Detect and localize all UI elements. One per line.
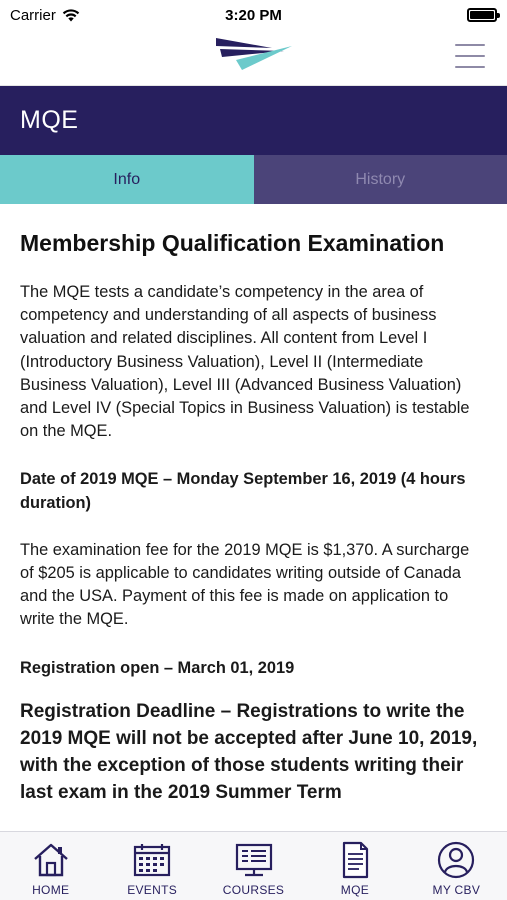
tab-info[interactable]: Info	[0, 155, 254, 204]
content-heading: Membership Qualification Examination	[20, 230, 445, 256]
nav-courses-label: COURSES	[222, 883, 285, 897]
intro-paragraph: The MQE tests a candidate’s competency in the area of competency and understanding of all aspects of business valuation and related disciplines. All content from Level I (Introductory Business Valuation), Level II (Intermediate Business Valuation), Level III (Advanced Business Valuation) and Level IV (Special Topics in Business Valuation) is testable on the MQE.	[20, 283, 470, 441]
app-header	[0, 30, 507, 86]
exam-date: Date of 2019 MQE – Monday September 16, 2019 (4 hours duration)	[20, 470, 466, 512]
fee-paragraph: The examination fee for the 2019 MQE is $1,370. A surcharge of $205 is applicable to candidates writing outside of Canada and the USA. Payment of this fee is made on application to write the MQE.	[20, 540, 470, 629]
battery-icon	[467, 8, 497, 22]
nav-courses[interactable]	[203, 832, 304, 900]
user-profile-icon	[436, 841, 476, 879]
page-title: MQE	[20, 106, 79, 134]
status-bar	[0, 0, 507, 30]
carrier-info	[10, 7, 80, 24]
wifi-icon	[62, 9, 80, 22]
calendar-icon	[132, 841, 172, 879]
carrier-label: Carrier	[10, 6, 56, 24]
hamburger-menu-icon[interactable]	[455, 44, 485, 68]
registration-deadline: Registration Deadline – Registrations to write the 2019 MQE will not be accepted after June 10, 2019, with the exception of those students writing their last exam in the 2019 Summer Term	[20, 700, 478, 803]
nav-mqe-label: MQE	[340, 883, 370, 897]
info-content[interactable]	[0, 204, 507, 831]
nav-events[interactable]	[101, 832, 202, 900]
nav-home-label: HOME	[32, 883, 70, 897]
nav-mqe[interactable]	[304, 832, 405, 900]
status-time: 3:20 PM	[225, 6, 282, 24]
registration-open: Registration open – March 01, 2019	[20, 658, 295, 677]
tab-history[interactable]: History	[254, 155, 507, 204]
nav-my-cbv[interactable]	[406, 832, 507, 900]
tab-bar	[0, 155, 507, 204]
home-icon	[31, 841, 71, 879]
document-icon	[335, 841, 375, 879]
bottom-nav	[0, 831, 507, 900]
courses-monitor-icon	[234, 841, 274, 879]
nav-my-cbv-label: MY CBV	[432, 883, 481, 897]
nav-events-label: EVENTS	[127, 883, 178, 897]
page-title-band	[0, 86, 507, 155]
nav-home[interactable]	[0, 832, 101, 900]
cbv-logo-icon	[214, 36, 294, 72]
